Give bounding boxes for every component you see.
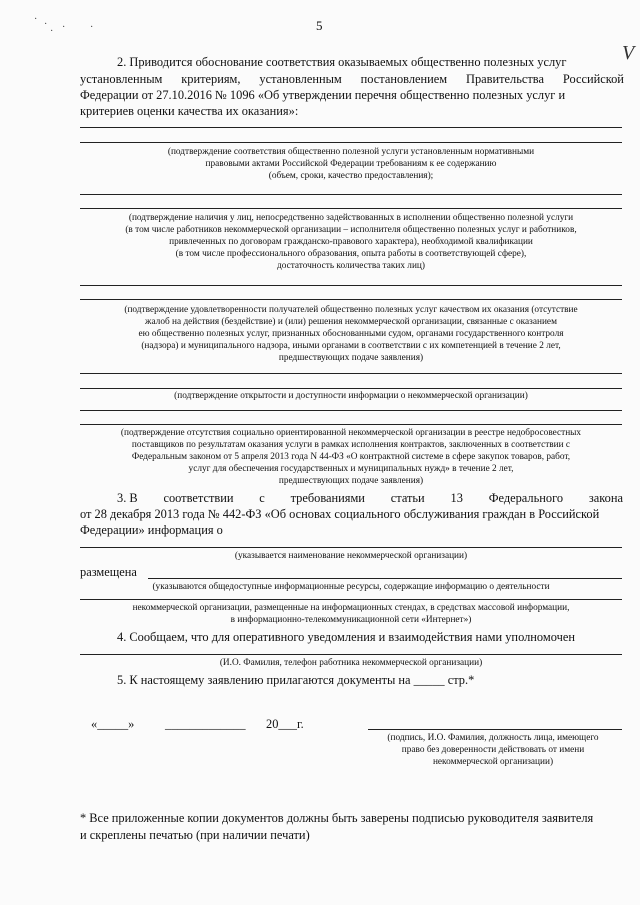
section-3-line-1	[117, 490, 623, 506]
caption-employee: (И.О. Фамилия, телефон работника некоммерческой организации)	[219, 658, 483, 668]
word: закона	[588, 491, 623, 505]
fill-line[interactable]	[80, 285, 622, 286]
fill-line[interactable]	[80, 388, 622, 389]
caption-satisfaction-1: (подтверждение удовлетворенности получателей общественно полезных услуг качеством их оказания (отсутствие	[124, 305, 578, 315]
word: Российской	[562, 72, 624, 86]
caption-registry-5: предшествующих подаче заявления)	[278, 476, 424, 486]
caption-org-name: (указывается наименование некоммерческой организации)	[234, 551, 468, 561]
handwritten-check-mark: V	[622, 42, 635, 64]
date-month[interactable]: _____________	[165, 717, 246, 731]
caption-compliance-1: (подтверждение соответствия общественно полезной услуги установленным нормативными	[167, 147, 535, 157]
page-number: 5	[316, 18, 323, 33]
word: Федерального	[488, 491, 564, 505]
caption-openness: (подтверждение открытости и доступности информации о некоммерческой организации)	[174, 391, 528, 401]
word: установленным	[259, 72, 342, 86]
caption-compliance-2: правовыми актами Российской Федерации требованиям к ее содержанию	[205, 159, 497, 169]
fill-line[interactable]	[80, 599, 622, 600]
caption-satisfaction-2: жалоб на действия (бездействие) и (или) решения некоммерческой организации, связанные с оказанием	[145, 317, 557, 327]
fill-line[interactable]	[80, 424, 622, 425]
signature-caption-2: право без доверенности действовать от имени	[401, 745, 585, 755]
caption-qualification-1: (подтверждение наличия у лиц, непосредственно задействованных в исполнении общественно полезной услуги	[128, 213, 574, 223]
word: статьи	[390, 491, 425, 505]
fill-line[interactable]	[80, 410, 622, 411]
section-5: 5. К настоящему заявлению прилагаются документы на _____ стр.*	[117, 673, 475, 687]
scan-speck: ·	[34, 14, 38, 25]
section-2-line-1: 2. Приводится обоснование соответствия оказываемых общественно полезных услуг	[117, 55, 567, 69]
signature-caption-3: некоммерческой организации)	[432, 757, 554, 767]
scan-speck: ·	[90, 22, 94, 33]
fill-line[interactable]	[80, 194, 622, 195]
caption-compliance-3: (объем, сроки, качество предоставления);	[268, 171, 434, 181]
fill-line[interactable]	[80, 142, 622, 143]
word: требованиями	[290, 491, 365, 505]
signature-caption-1: (подпись, И.О. Фамилия, должность лица, имеющего	[387, 733, 599, 743]
section-2-line-2	[80, 71, 624, 87]
fill-line[interactable]	[80, 208, 622, 209]
scan-speck: ·	[44, 19, 48, 30]
caption-satisfaction-4: (надзора) и муниципального надзора, иными органами в соответствии с их компетенцией в течение 2 лет,	[141, 341, 561, 351]
fill-line[interactable]	[80, 547, 622, 548]
caption-resources: (указываются общедоступные информационные ресурсы, содержащие информацию о деятельности	[152, 582, 550, 592]
caption-resources-cont-1: некоммерческой организации, размещенные на информационных стендах, в средствах массовой информации,	[132, 603, 570, 613]
section-2-line-3: Федерации от 27.10.2016 № 1096 «Об утверждении перечня общественно полезных услуг и	[80, 88, 566, 102]
caption-qualification-2: (в том числе работников некоммерческой организации – исполнителя общественно полезных услуг и работников,	[125, 225, 577, 235]
section-3-line-2: от 28 декабря 2013 года № 442-ФЗ «Об основах социального обслуживания граждан в Российской	[80, 507, 600, 521]
caption-qualification-5: достаточность количества таких лиц)	[276, 261, 425, 271]
caption-registry-2: поставщиков по результатам оказания услуги в рамках исполнения контрактов, заключенных в соответствии с	[131, 440, 571, 450]
caption-satisfaction-3: ею общественно полезных услуг, признанных обоснованными судом, органами государственного контроля	[138, 329, 564, 339]
word: установленным	[80, 72, 163, 86]
word: 13	[450, 491, 463, 505]
scan-speck: ·	[50, 26, 54, 37]
caption-qualification-4: (в том числе профессионального образования, опыта работы в соответствующей сфере),	[175, 249, 527, 259]
section-2-line-4: критериев оценки качества их оказания»:	[80, 104, 299, 118]
footnote-line-1: * Все приложенные копии документов должны быть заверены подписью руководителя заявителя	[80, 811, 594, 825]
caption-satisfaction-5: предшествующих подаче заявления)	[278, 353, 424, 363]
word: критериям,	[181, 72, 241, 86]
date-day[interactable]: «_____»	[91, 717, 135, 731]
word: с	[259, 491, 265, 505]
word: Правительства	[466, 72, 544, 86]
caption-qualification-3: привлеченных по договорам гражданско-правового характера), необходимой квалификации	[169, 237, 533, 247]
fill-line[interactable]	[80, 654, 622, 655]
fill-line[interactable]	[80, 299, 622, 300]
caption-resources-cont-2: в информационно-телекоммуникационной сети «Интернет»)	[230, 615, 472, 625]
section-4: 4. Сообщаем, что для оперативного уведомления и взаимодействия нами уполномочен	[117, 630, 575, 644]
word: соответствии	[163, 491, 234, 505]
fill-line[interactable]	[80, 127, 622, 128]
caption-registry-3: Федеральным законом от 5 апреля 2013 года N 44-ФЗ «О контрактной системе в сфере закупок товаров, работ,	[131, 452, 571, 462]
fill-line[interactable]	[80, 373, 622, 374]
fill-line[interactable]	[148, 578, 622, 579]
scan-speck: ·	[62, 22, 66, 33]
footnote-line-2: и скреплены печатью (при наличии печати)	[80, 828, 310, 842]
section-3-line-3: Федерации» информация о	[80, 523, 223, 537]
caption-registry-1: (подтверждение отсутствия социально ориентированной некоммерческой организации в реестре недобросовестных	[120, 428, 582, 438]
signature-line[interactable]	[368, 729, 622, 730]
caption-registry-4: услуг для обеспечения государственных и муниципальных нужд» в течение 2 лет,	[188, 464, 514, 474]
date-year[interactable]: 20___г.	[266, 717, 304, 731]
placed-label: размещена	[80, 565, 137, 579]
word: 3. В	[117, 491, 138, 505]
word: постановлением	[360, 72, 448, 86]
